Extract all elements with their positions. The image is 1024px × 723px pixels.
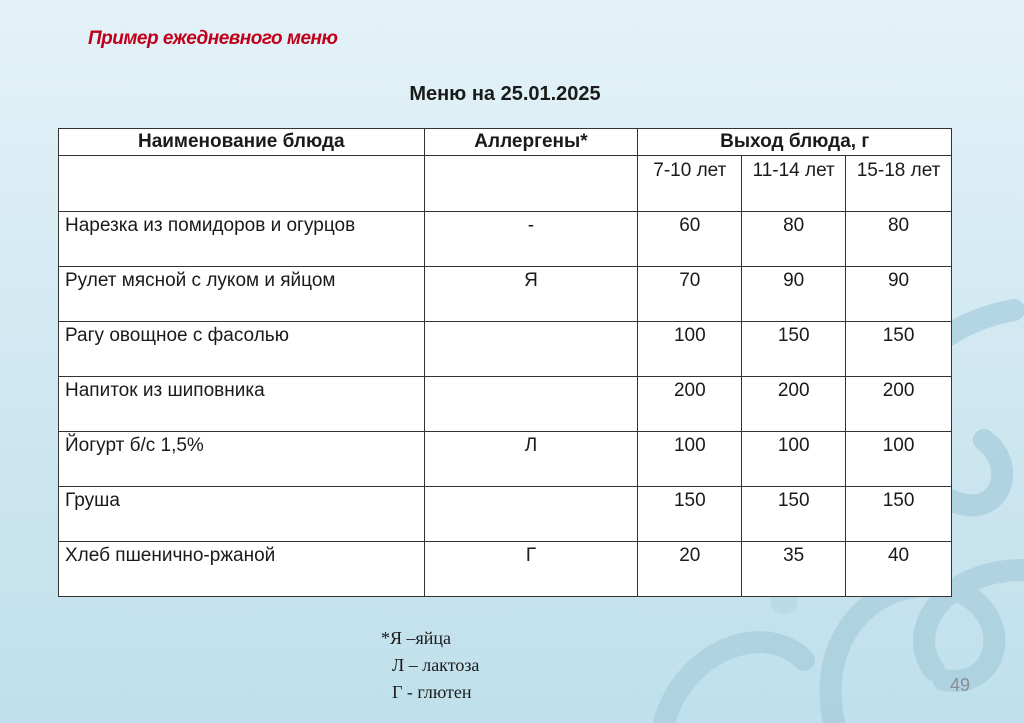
table-row [59,487,952,542]
dish-name: Хлеб пшенично-ржаной [59,542,425,597]
output-cell: 100 [742,432,846,487]
column-header-allergens: Аллергены* [424,129,638,156]
legend-item: Л – лактоза [392,655,480,675]
output-cell: 80 [846,212,952,267]
dish-name: Рулет мясной с луком и яйцом [59,267,425,322]
table-row [59,432,952,487]
output-cell: 60 [638,212,742,267]
allergen-cell: Г [424,542,638,597]
table-row [59,267,952,322]
legend-item: Г - глютен [392,682,472,702]
page-heading: Пример ежедневного меню [88,28,338,49]
legend-item: *Я –яйца [381,628,452,648]
output-cell: 200 [846,377,952,432]
output-cell: 150 [742,322,846,377]
table-row [59,377,952,432]
table-row [59,542,952,597]
column-header-output: Выход блюда, г [638,129,952,156]
allergen-cell [424,322,638,377]
allergen-cell: Я [424,267,638,322]
output-cell: 100 [638,322,742,377]
allergen-cell [424,377,638,432]
dish-name: Груша [59,487,425,542]
allergen-cell: - [424,212,638,267]
page-number: 49 [950,675,971,695]
table-row [59,212,952,267]
output-cell: 90 [742,267,846,322]
output-cell: 200 [742,377,846,432]
output-cell: 150 [638,487,742,542]
empty-header-cell [59,156,425,212]
menu-table [58,128,952,597]
table-row [59,322,952,377]
output-cell: 150 [846,487,952,542]
output-cell: 200 [638,377,742,432]
age-group-header: 7-10 лет [638,156,742,212]
dish-name: Напиток из шиповника [59,377,425,432]
output-cell: 90 [846,267,952,322]
age-group-header: 15-18 лет [846,156,952,212]
output-cell: 35 [742,542,846,597]
output-cell: 150 [742,487,846,542]
dish-name: Йогурт б/с 1,5% [59,432,425,487]
allergen-legend [381,625,479,706]
allergen-cell [424,487,638,542]
column-header-dish: Наименование блюда [59,129,425,156]
output-cell: 20 [638,542,742,597]
dish-name: Рагу овощное с фасолью [59,322,425,377]
dish-name: Нарезка из помидоров и огурцов [59,212,425,267]
output-cell: 70 [638,267,742,322]
age-group-header: 11-14 лет [742,156,846,212]
allergen-cell: Л [424,432,638,487]
menu-date-title: Меню на 25.01.2025 [409,83,601,105]
empty-header-cell [424,156,638,212]
output-cell: 80 [742,212,846,267]
output-cell: 100 [846,432,952,487]
output-cell: 40 [846,542,952,597]
output-cell: 100 [638,432,742,487]
output-cell: 150 [846,322,952,377]
